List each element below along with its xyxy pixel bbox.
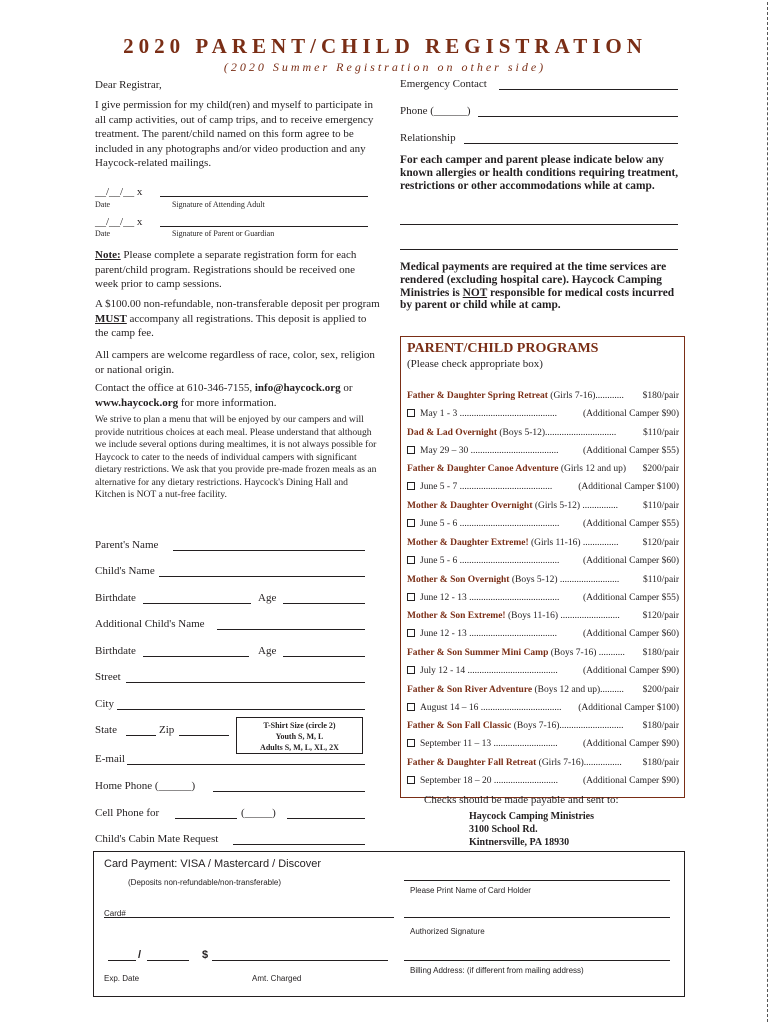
contact-text-a: Contact the office at 610-346-7155, xyxy=(95,382,253,394)
medical-not: NOT xyxy=(462,286,488,299)
checks-street: 3100 School Rd. xyxy=(469,824,538,835)
program-detail: (Girls 11-16) ............... xyxy=(531,537,619,548)
program-price: $110/pair xyxy=(642,574,679,585)
program-item xyxy=(407,721,679,731)
checkbox-icon[interactable] xyxy=(407,703,415,711)
program-date: September 18 – 20 ........................... xyxy=(420,776,559,786)
program-extra-camper: (Additional Camper $100) xyxy=(578,702,679,713)
program-extra-camper: (Additional Camper $60) xyxy=(582,629,679,640)
medical-text-b: responsible for medical costs incurred by parent or child while at camp. xyxy=(400,286,675,312)
relationship-field[interactable] xyxy=(400,132,678,146)
checkbox-icon[interactable] xyxy=(407,519,415,527)
programs-box xyxy=(400,336,685,798)
program-date-option[interactable] xyxy=(407,703,679,713)
program-date: May 29 – 30 ..................................... xyxy=(420,445,559,456)
deposit-text-b: accompany all registrations. This deposit is applied to the camp fee. xyxy=(95,312,367,339)
program-name: Mother & Daughter Overnight xyxy=(407,501,533,512)
page-title: 2020 PARENT/CHILD REGISTRATION xyxy=(123,34,647,58)
birthdate2-label: Birthdate xyxy=(95,645,136,657)
exp-slash: / xyxy=(138,949,142,961)
checks-intro: Checks should be made payable and sent to: xyxy=(424,794,619,806)
program-date: September 11 – 13 ........................... xyxy=(420,739,558,750)
program-date: June 5 - 7 ....................................... xyxy=(420,482,553,493)
program-extra-camper: (Additional Camper $60) xyxy=(582,555,679,566)
menu-paragraph: We strive to plan a menu that will be enjoyed by our campers and will provide nutritious choices at each meal. Please understand that although we include several options during mealtimes, it is not always possible for Haycock to cater to the needs of individual campers with significant dietary restrictions. We ask that you provide pre-made frozen meals as an alternative for any dietary restrictions. Haycock's Dining Hall and Kitchen is NOT a nut-free facility. xyxy=(95,414,377,500)
birthdate-field[interactable] xyxy=(95,592,365,606)
program-price: $200/pair xyxy=(642,464,679,475)
amount-charged-input[interactable] xyxy=(212,960,388,961)
birthdate2-field[interactable] xyxy=(95,645,365,659)
cabin-mate-field[interactable] xyxy=(95,833,365,847)
programs-title: PARENT/CHILD PROGRAMS xyxy=(407,341,599,356)
checkbox-icon[interactable] xyxy=(407,739,415,747)
checks-address xyxy=(469,810,594,849)
signature1-date-label: Date xyxy=(95,200,111,209)
tshirt-size-box xyxy=(236,717,363,754)
program-detail: (Girls 7-16)................ xyxy=(538,758,622,768)
checkbox-icon[interactable] xyxy=(407,446,415,454)
program-date-option[interactable] xyxy=(407,593,679,603)
program-name: Mother & Daughter Extreme! xyxy=(407,537,529,548)
page-cut-line xyxy=(767,2,768,1022)
additional-child-field[interactable] xyxy=(95,618,365,632)
emergency-contact-label: Emergency Contact xyxy=(400,78,487,90)
program-item xyxy=(407,758,679,768)
program-price: $110/pair xyxy=(642,501,679,512)
program-extra-camper: (Additional Camper $55) xyxy=(582,592,679,603)
program-detail: (Girls 12 and up) xyxy=(560,464,627,475)
home-phone-input[interactable] xyxy=(213,791,365,792)
program-detail: (Boys 11-16) ......................... xyxy=(507,611,620,622)
cabin-mate-input[interactable] xyxy=(233,844,365,845)
city-input[interactable] xyxy=(117,709,365,710)
relationship-input[interactable] xyxy=(464,143,678,144)
program-extra-camper: (Additional Camper $90) xyxy=(582,409,679,419)
program-date: June 5 - 6 .......................................... xyxy=(420,555,560,566)
birthdate-label: Birthdate xyxy=(95,592,136,604)
page-subtitle: (2020 Summer Registration on other side) xyxy=(223,60,547,74)
cell-phone-input[interactable] xyxy=(287,818,365,819)
program-date-option[interactable] xyxy=(407,776,679,786)
allergies-line-2[interactable] xyxy=(400,249,678,250)
state-zip-field[interactable] xyxy=(95,724,235,738)
phone-label: Phone (______) xyxy=(400,105,471,117)
signature2-line[interactable] xyxy=(160,226,368,227)
age-input[interactable] xyxy=(283,603,365,604)
program-price: $180/pair xyxy=(642,391,679,401)
salutation: Dear Registrar, xyxy=(95,79,162,91)
allergies-line-1[interactable] xyxy=(400,224,678,225)
note-label: Note: xyxy=(95,249,121,261)
additional-child-input[interactable] xyxy=(217,629,365,630)
card-number-label: Card# xyxy=(104,909,126,918)
emergency-contact-input[interactable] xyxy=(499,89,678,90)
note-paragraph xyxy=(95,248,380,292)
street-label: Street xyxy=(95,671,121,683)
contact-email-link[interactable]: info@haycock.org xyxy=(254,382,341,394)
checkbox-icon[interactable] xyxy=(407,482,415,490)
signature1-label: Signature of Attending Adult xyxy=(172,200,265,209)
deposit-text-a: A $100.00 non-refundable, non-transferable deposit per program xyxy=(95,298,380,310)
home-phone-field[interactable] xyxy=(95,780,365,794)
program-detail: (Boys 5-12).............................. xyxy=(499,427,617,438)
state-label: State xyxy=(95,724,117,736)
program-detail: (Boys 12 and up).......... xyxy=(534,684,624,695)
checks-org: Haycock Camping Ministries xyxy=(469,811,594,822)
zip-label: Zip xyxy=(159,724,175,736)
signature2-date-label: Date xyxy=(95,229,111,238)
program-item xyxy=(407,501,679,511)
program-date-option[interactable] xyxy=(407,739,679,749)
city-label: City xyxy=(95,698,114,710)
zip-input[interactable] xyxy=(179,735,229,736)
street-input[interactable] xyxy=(126,682,365,683)
card-holder-name-label: Please Print Name of Card Holder xyxy=(410,886,531,895)
program-price: $120/pair xyxy=(642,611,679,622)
program-date-option[interactable] xyxy=(407,666,679,676)
age-label: Age xyxy=(258,592,277,604)
signature2-date-prefix: __/__/__ x xyxy=(95,216,143,228)
programs-subtitle: (Please check appropriate box) xyxy=(407,358,543,370)
phone-field[interactable] xyxy=(400,105,678,119)
program-date-option[interactable] xyxy=(407,482,679,492)
email-input[interactable] xyxy=(127,764,365,765)
card-deposits-note: (Deposits non-refundable/non-transferable) xyxy=(128,878,281,887)
email-field[interactable] xyxy=(95,753,365,767)
contact-paragraph xyxy=(95,381,380,410)
checkbox-icon[interactable] xyxy=(407,666,415,674)
card-holder-name-line[interactable] xyxy=(404,880,670,881)
program-item xyxy=(407,648,679,658)
program-name: Dad & Lad Overnight xyxy=(407,427,497,438)
relationship-label: Relationship xyxy=(400,132,456,144)
program-price: $180/pair xyxy=(642,647,679,658)
deposit-must: MUST xyxy=(95,312,127,325)
program-date: June 12 - 13 ...................................... xyxy=(420,592,560,603)
program-date: May 1 - 3 ......................................... xyxy=(420,409,557,419)
emergency-contact-field[interactable] xyxy=(400,78,678,92)
permission-text: I give permission for my child(ren) and myself to participate in all camp activities, out of camp trips, and to receive emergency treatment. The parent/child named on this form agree to be included in any photographs and/or video production and any Haycock-related mailings. xyxy=(95,99,374,169)
state-input[interactable] xyxy=(126,735,156,736)
age2-input[interactable] xyxy=(283,656,365,657)
checkbox-icon[interactable] xyxy=(407,409,415,417)
tshirt-adult-sizes[interactable]: Adults S, M, L, XL, 2X xyxy=(260,743,339,752)
program-item xyxy=(407,575,679,585)
contact-web-link[interactable]: www.haycock.org xyxy=(95,396,179,409)
signature1-date-prefix: __/__/__ x xyxy=(95,186,143,198)
checkbox-icon[interactable] xyxy=(407,556,415,564)
exp-date-label: Exp. Date xyxy=(104,974,140,983)
parents-name-field[interactable] xyxy=(95,539,365,553)
allergies-instructions: For each camper and parent please indicate below any known allergies or health conditions requiring treatment, restrictions or other accommodations while at camp. xyxy=(400,154,679,192)
parents-name-label: Parent's Name xyxy=(95,539,159,551)
tshirt-title: T-Shirt Size (circle 2) xyxy=(263,721,336,730)
cabin-mate-label: Child's Cabin Mate Request xyxy=(95,833,219,845)
cell-phone-label: Cell Phone for xyxy=(95,807,160,819)
cell-phone-field[interactable] xyxy=(95,807,365,821)
program-extra-camper: (Additional Camper $90) xyxy=(582,776,679,786)
medical-text-a: Medical payments are required at the time services are rendered (excluding hospital care). Haycock Camping Ministries is xyxy=(400,261,667,299)
program-price: $180/pair xyxy=(642,758,679,768)
tshirt-youth-sizes[interactable]: Youth S, M, L xyxy=(275,732,324,741)
program-detail: (Girls 7-16)............ xyxy=(550,391,624,401)
birthdate-input[interactable] xyxy=(143,603,251,604)
program-date-option[interactable] xyxy=(407,446,679,456)
program-date: July 12 - 14 ...................................... xyxy=(420,665,558,676)
card-number-input[interactable] xyxy=(104,917,394,918)
birthdate2-input[interactable] xyxy=(143,656,249,657)
program-item xyxy=(407,538,679,548)
amount-charged-label: Amt. Charged xyxy=(252,974,302,983)
checkbox-icon[interactable] xyxy=(407,629,415,637)
authorized-signature-line[interactable] xyxy=(404,917,670,918)
cell-phone-for-input[interactable] xyxy=(175,818,237,819)
program-name: Father & Son River Adventure xyxy=(407,684,533,695)
note-text: Please complete a separate registration form for each parent/child program. Registrations should be received one week prior to camp sessions. xyxy=(95,249,357,290)
program-item xyxy=(407,685,679,695)
program-date-option[interactable] xyxy=(407,556,679,566)
program-extra-camper: (Additional Camper $55) xyxy=(582,445,679,456)
program-item xyxy=(407,428,679,438)
signature1-line[interactable] xyxy=(160,196,368,197)
program-date-option[interactable] xyxy=(407,629,679,639)
program-date-option[interactable] xyxy=(407,519,679,529)
billing-address-line[interactable] xyxy=(404,960,670,961)
card-payment-box xyxy=(93,851,685,997)
program-price: $200/pair xyxy=(642,684,679,695)
program-name: Father & Son Summer Mini Camp xyxy=(407,647,549,658)
program-item xyxy=(407,611,679,621)
program-detail: (Boys 5-12) ......................... xyxy=(511,574,620,585)
contact-text-b: for more information. xyxy=(180,396,277,409)
program-price: $110/pair xyxy=(642,427,679,438)
program-price: $120/pair xyxy=(642,537,679,548)
program-detail: (Boys 7-16) ........... xyxy=(550,647,625,658)
checkbox-icon[interactable] xyxy=(407,776,415,784)
additional-child-label: Additional Child's Name xyxy=(95,618,205,630)
signature2-label: Signature of Parent or Guardian xyxy=(172,229,275,238)
program-detail: (Boys 7-16)........................... xyxy=(513,721,624,732)
program-name: Father & Son Fall Classic xyxy=(407,721,512,732)
program-name: Father & Daughter Canoe Adventure xyxy=(407,464,559,475)
authorized-signature-label: Authorized Signature xyxy=(410,927,485,936)
billing-address-label: Billing Address: (if different from mailing address) xyxy=(410,966,584,975)
exp-year-input[interactable] xyxy=(147,960,189,961)
contact-or: or xyxy=(343,382,353,394)
program-detail: (Girls 5-12) ............... xyxy=(534,501,619,512)
childs-name-field[interactable] xyxy=(95,565,365,579)
program-date: August 14 – 16 .................................. xyxy=(420,702,562,713)
program-name: Father & Daughter Spring Retreat xyxy=(407,391,548,401)
age2-label: Age xyxy=(258,645,277,657)
checkbox-icon[interactable] xyxy=(407,593,415,601)
home-phone-label: Home Phone (______) xyxy=(95,780,196,792)
exp-month-input[interactable] xyxy=(108,960,136,961)
amount-dollar: $ xyxy=(202,949,209,961)
program-extra-camper: (Additional Camper $100) xyxy=(578,482,679,493)
deposit-paragraph xyxy=(95,297,380,341)
city-field[interactable] xyxy=(95,698,365,712)
cell-phone-area: (_____) xyxy=(241,807,276,819)
program-price: $180/pair xyxy=(642,721,679,732)
childs-name-label: Child's Name xyxy=(95,565,155,577)
card-title: Card Payment: VISA / Mastercard / Discover xyxy=(104,858,322,870)
program-date: June 12 - 13 ..................................... xyxy=(420,629,557,640)
program-extra-camper: (Additional Camper $90) xyxy=(582,739,679,750)
street-field[interactable] xyxy=(95,671,365,685)
welcome-paragraph: All campers are welcome regardless of race, color, sex, religion or national origin. xyxy=(95,349,375,376)
program-item xyxy=(407,391,679,401)
program-date: June 5 - 6 .......................................... xyxy=(420,519,560,530)
program-name: Mother & Son Extreme! xyxy=(407,611,506,622)
childs-name-input[interactable] xyxy=(159,576,365,577)
email-label: E-mail xyxy=(95,753,125,765)
program-extra-camper: (Additional Camper $90) xyxy=(582,665,679,676)
phone-input[interactable] xyxy=(478,116,678,117)
parents-name-input[interactable] xyxy=(173,550,365,551)
program-name: Father & Daughter Fall Retreat xyxy=(407,758,537,768)
medical-paragraph xyxy=(400,261,682,312)
program-extra-camper: (Additional Camper $55) xyxy=(582,519,679,530)
program-date-option[interactable] xyxy=(407,409,679,419)
program-name: Mother & Son Overnight xyxy=(407,574,510,585)
program-item xyxy=(407,464,679,474)
checks-city: Kintnersville, PA 18930 xyxy=(469,837,570,848)
